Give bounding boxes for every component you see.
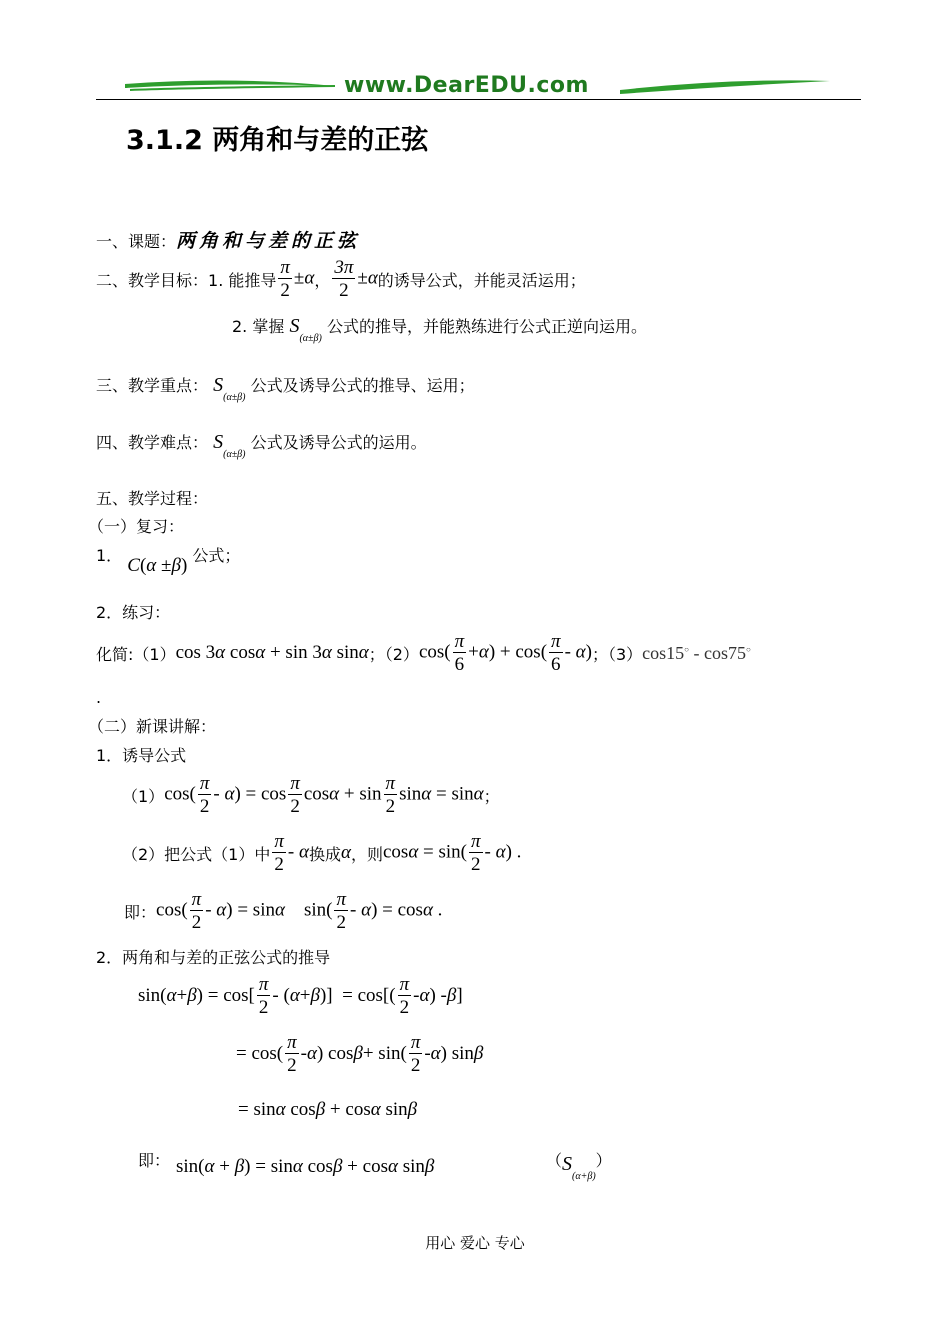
key-point-row bbox=[96, 373, 475, 403]
header-logo: www.DearEDU.com bbox=[344, 73, 589, 98]
formula-S-alpha-pm-beta: $S_{(\alpha\pm\beta)}$ bbox=[213, 431, 246, 460]
result-label: 即： bbox=[138, 1151, 171, 1170]
induction-title: 1．诱导公式 bbox=[96, 746, 187, 765]
symbol-alpha: α bbox=[340, 842, 351, 863]
induction-3-label: 即： bbox=[124, 902, 157, 922]
difficulty-text: 公式及诱导公式的运用。 bbox=[250, 433, 427, 452]
formula-simplify-2: cos( $\frac{\pi}{6}$ +α) + cos( $\frac{\pi}{6}$ - α) bbox=[418, 631, 592, 675]
page-footer: 用心 爱心 专心 bbox=[425, 1234, 525, 1252]
goal1-text-a: 1. 能推导 bbox=[208, 270, 277, 290]
derivation-line-1: sin( α + β ) = cos[ $\frac{\pi}{2}$ - ( α + β )] = cos[( $\frac{\pi}{2}$ - α ) - β ] bbox=[138, 974, 463, 1018]
induction-1-num: （1） bbox=[122, 786, 165, 806]
simplify-sep-2: ；（2） bbox=[368, 644, 419, 664]
goal1-text-b: ， bbox=[314, 270, 331, 290]
induction-2-text-c: ，则 bbox=[350, 844, 383, 864]
induction-formula-3-row bbox=[124, 890, 442, 932]
formula-cofunction-pair: cos( $\frac{\pi}{2}$ - α) = sinα sin( $\frac{\pi}{2}$ - α) = cosα . bbox=[156, 889, 443, 933]
formula-pi2-minus-alpha: $\frac{\pi}{2}$ - α bbox=[274, 831, 309, 875]
goal2-text-b: 公式的推导，并能熟练进行公式正逆向运用。 bbox=[326, 317, 647, 336]
simplify-row bbox=[96, 632, 751, 674]
header-rule bbox=[96, 99, 861, 100]
formula-S-alpha-pm-beta: $S_{(\alpha\pm\beta)}$ bbox=[289, 315, 322, 344]
derivation-title: 2．两角和与差的正弦公式的推导 bbox=[96, 948, 331, 967]
induction-2-text-a: （2）把公式（1）中 bbox=[122, 844, 271, 864]
key-text: 公式及诱导公式的推导、运用； bbox=[250, 376, 475, 395]
new-lesson-label: （二）新课讲解： bbox=[88, 717, 217, 736]
review-label: （一）复习： bbox=[88, 517, 185, 536]
key-label: 三、教学重点： bbox=[96, 376, 209, 395]
review1-text: 公式； bbox=[192, 546, 241, 565]
result-paren-right: ） bbox=[595, 1151, 612, 1170]
formula-pi-over-2-pm-alpha: $\frac{\pi}{2}$ ±α bbox=[280, 257, 315, 301]
formula-simplify-3: cos15○ - cos75○ bbox=[642, 642, 751, 663]
goal2-text-a: 2. 掌握 bbox=[232, 317, 285, 336]
page-title: 3.1.2 两角和与差的正弦 bbox=[126, 125, 429, 156]
simplify-label: 化简:（1） bbox=[96, 644, 176, 664]
derivation-line-2: = cos( $\frac{\pi}{2}$ - α ) cos β + sin( $\frac{\pi}{2}$ - α ) sin β bbox=[236, 1032, 484, 1076]
induction-2-text-b: 换成 bbox=[308, 844, 341, 864]
induction-formula-1-row: （1） cos( $\frac{\pi}{2}$ - α) = cos $\frac{\pi}{2}$ cosα + sin $\frac{\pi}{2}$ sinα = sinα ； bbox=[122, 773, 500, 817]
goal1-text-c: 的诱导公式，并能灵活运用； bbox=[377, 270, 586, 290]
topic-name: 两角和与差的正弦 bbox=[176, 230, 361, 252]
formula-3pi-over-2-pm-alpha: $\frac{3\pi}{2}$ ±α bbox=[334, 257, 378, 301]
formula-sine-addition: sin(α + β) = sinα cosβ + cosα sinβ bbox=[176, 1156, 435, 1177]
induction-formula-2-row bbox=[122, 832, 521, 874]
simplify-sep-3: ；（3） bbox=[591, 644, 643, 664]
simplify-end-dot: . bbox=[96, 688, 102, 707]
result-paren-left: （ bbox=[546, 1151, 563, 1170]
formula-S-alpha-pm-beta: $S_{(\alpha\pm\beta)}$ bbox=[213, 374, 246, 403]
review-item-1 bbox=[96, 543, 241, 576]
formula-S-alpha-plus-beta: $S_{(\alpha+\beta)}$ bbox=[562, 1153, 596, 1182]
goals-label: 二、教学目标： bbox=[96, 270, 209, 290]
review-item-2: 2．练习： bbox=[96, 603, 171, 622]
formula-cos-pi2-minus-alpha: cos( $\frac{\pi}{2}$ - α) = cos $\frac{\pi}{2}$ cosα + sin $\frac{\pi}{2}$ sinα = sinα bbox=[164, 773, 484, 817]
review1-num: 1． bbox=[96, 546, 123, 565]
result-row bbox=[138, 1148, 170, 1171]
formula-C-alpha-pm-beta: C(α ±β) bbox=[127, 555, 188, 576]
difficulty-row bbox=[96, 430, 427, 460]
topic-row bbox=[96, 226, 360, 253]
topic-label: 一、课题： bbox=[96, 232, 177, 251]
goals-row-1 bbox=[96, 258, 586, 300]
process-label: 五、教学过程： bbox=[96, 489, 209, 508]
difficulty-label: 四、教学难点： bbox=[96, 433, 209, 452]
formula-simplify-1: cos 3α cosα + sin 3α sinα bbox=[175, 642, 369, 663]
goals-row-2 bbox=[232, 314, 647, 344]
result-formula-name bbox=[546, 1148, 612, 1182]
formula-cos-alpha-eq-sin: cosα = sin( $\frac{\pi}{2}$ - α) . bbox=[382, 831, 522, 875]
derivation-line-3: = sinα cosβ + cosα sinβ bbox=[238, 1099, 418, 1120]
